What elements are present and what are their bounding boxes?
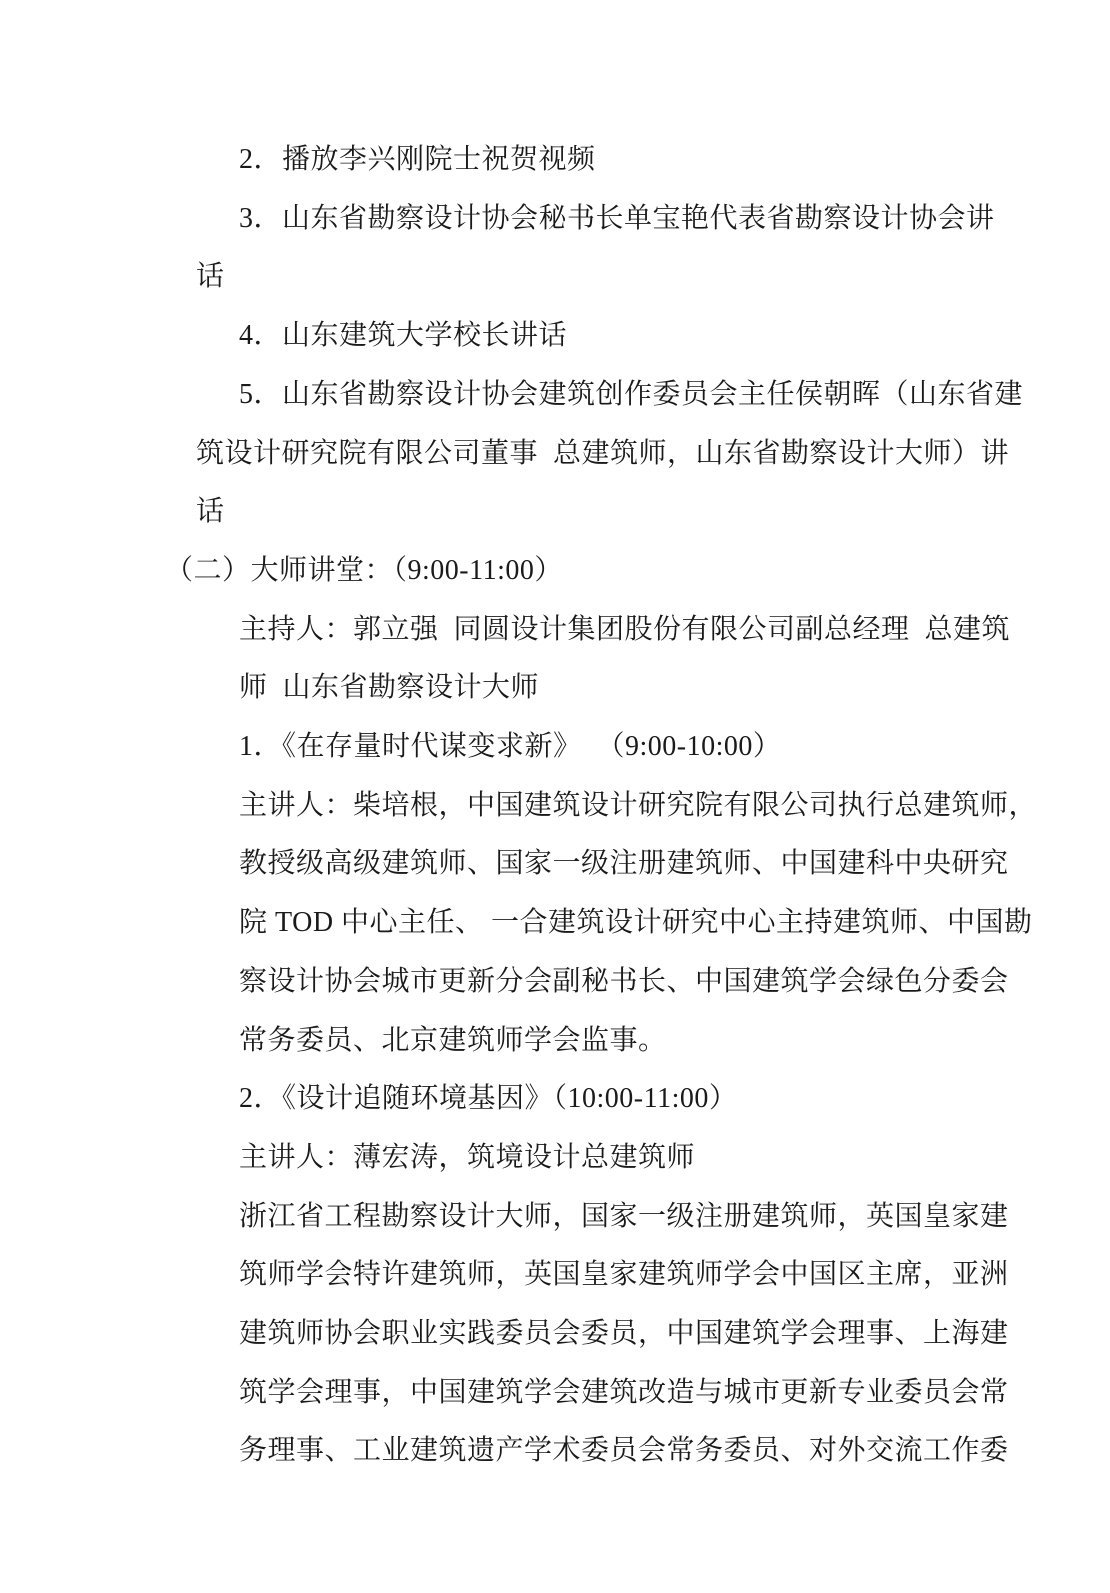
doc-line-06-item-5-wrap: 筑设计研究院有限公司董事 总建筑师，山东省勘察设计大师）讲: [196, 437, 1010, 469]
doc-line-02-agenda-item-3: 3．山东省勘察设计协会秘书长单宝艳代表省勘察设计协会讲: [239, 202, 995, 234]
doc-line-09-host-intro: 主持人：郭立强 同圆设计集团股份有限公司副总经理 总建筑: [239, 613, 1011, 645]
doc-line-07-item-5-wrap: 话: [196, 496, 225, 528]
doc-line-01-agenda-item-2: 2．播放李兴刚院士祝贺视频: [239, 144, 596, 175]
doc-line-10-host-intro-wrap: 师 山东省勘察设计大师: [239, 672, 540, 704]
doc-line-22-speaker-2-intro: 筑学会理事，中国建筑学会建筑改造与城市更新专业委员会常: [239, 1376, 1009, 1408]
doc-line-03-item-3-wrap: 话: [196, 261, 225, 293]
doc-line-21-speaker-2-intro: 建筑师协会职业实践委员会委员，中国建筑学会理事、上海建: [239, 1318, 1009, 1350]
doc-line-12-speaker-1-intro: 主讲人：柴培根，中国建筑设计研究院有限公司执行总建筑师，: [239, 789, 1038, 821]
doc-line-18-speaker-2-intro: 主讲人：薄宏涛，筑境设计总建筑师: [239, 1141, 696, 1173]
doc-line-08-section-heading: （二）大师讲堂：（9:00-11:00）: [165, 554, 563, 586]
doc-line-23-speaker-2-intro: 务理事、工业建筑遗产学术委员会常务委员、对外交流工作委: [239, 1435, 1009, 1467]
doc-line-19-speaker-2-intro: 浙江省工程勘察设计大师，国家一级注册建筑师，英国皇家建: [239, 1200, 1009, 1232]
doc-line-16-speaker-1-intro: 常务委员、北京建筑师学会监事。: [239, 1024, 667, 1056]
doc-line-14-speaker-1-intro: 院 TOD 中心主任、 一合建筑设计研究中心主持建筑师、中国勘: [239, 907, 1033, 939]
doc-line-13-speaker-1-intro: 教授级高级建筑师、国家一级注册建筑师、中国建科中央研究: [239, 848, 1009, 880]
doc-line-20-speaker-2-intro: 筑师学会特许建筑师，英国皇家建筑师学会中国区主席，亚洲: [239, 1259, 1009, 1291]
doc-line-11-lecture-1-title: 1．《在存量时代谋变求新》 （9:00-10:00）: [239, 731, 782, 763]
doc-line-04-agenda-item-4: 4．山东建筑大学校长讲话: [239, 320, 568, 352]
doc-line-17-lecture-2-title: 2．《设计追随环境基因》（10:00-11:00）: [239, 1083, 738, 1115]
doc-line-05-agenda-item-5: 5．山东省勘察设计协会建筑创作委员会主任侯朝晖（山东省建: [239, 378, 1024, 410]
doc-line-15-speaker-1-intro: 察设计协会城市更新分会副秘书长、中国建筑学会绿色分委会: [239, 965, 1009, 997]
